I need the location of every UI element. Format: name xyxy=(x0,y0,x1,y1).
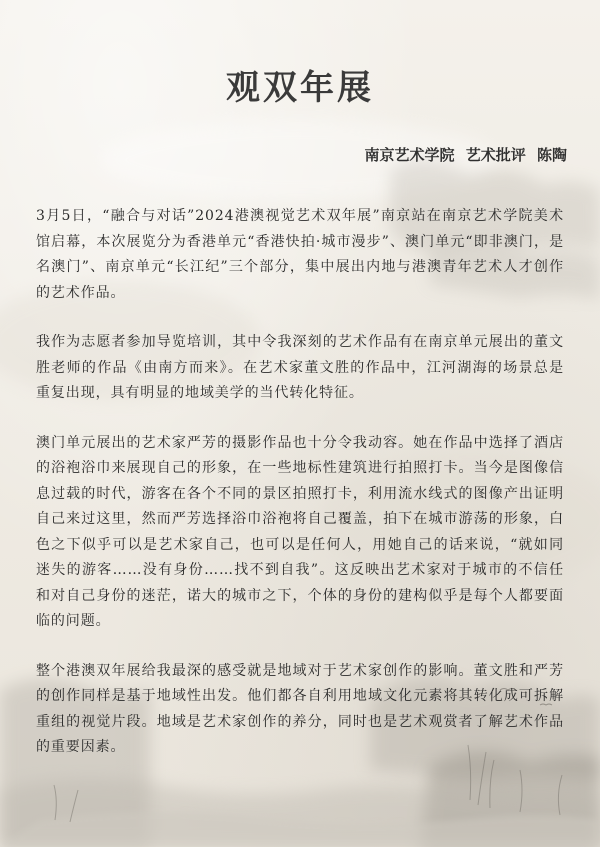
byline xyxy=(364,144,567,165)
byline-institution: 南京艺术学院 xyxy=(364,146,455,164)
page-title: 观双年展 xyxy=(226,68,374,108)
paragraph: 3月5日，“融合与对话”2024港澳视觉艺术双年展”南京站在南京艺术学院美术馆启幕，本次展览分为香港单元“香港快拍·城市漫步”、澳门单元“即非澳门，是名澳门”、南京单元“长江纪”三个部分，集中展出内地与港澳青年艺术人才创作的艺术作品。 xyxy=(36,208,564,301)
byline-department: 艺术批评 xyxy=(465,146,526,164)
paragraph: 澳门单元展出的艺术家严芳的摄影作品也十分令我动容。她在作品中选择了酒店的浴袍浴巾来展现自己的形象，在一些地标性建筑进行拍照打卡。当今是图像信息过载的时代，游客在各个不同的景区拍照打卡，利用流水线式的图像产出证明自己来过这里，然而严芳选择浴巾浴袍将自己覆盖，拍下在城市游荡的形象，白色之下似乎可以是艺术家自己，也可以是任何人，用她自己的话来说，“就如同迷失的游客……没有身份……找不到自我”。这反映出艺术家对于城市的不信任和对自己身份的迷茫，诺大的城市之下，个体的身份的建构似乎是每个人都要面临的问题。 xyxy=(36,434,564,629)
paragraph: 整个港澳双年展给我最深的感受就是地域对于艺术家创作的影响。董文胜和严芳的创作同样是基于地域性出发。他们都各自利用地域文化元素将其转化成可拆解重组的视觉片段。地域是艺术家创作的养分，同时也是艺术观赏者了解艺术作品的重要因素。 xyxy=(36,662,564,755)
article-body xyxy=(36,204,564,785)
byline-author: 陈陶 xyxy=(536,146,567,164)
paragraph: 我作为志愿者参加导览培训，其中令我深刻的艺术作品有在南京单元展出的董文胜老师的作品《由南方而来》。在艺术家董文胜的作品中，江河湖海的场景总是重复出现，具有明显的地域美学的当代转化特征。 xyxy=(36,334,564,401)
